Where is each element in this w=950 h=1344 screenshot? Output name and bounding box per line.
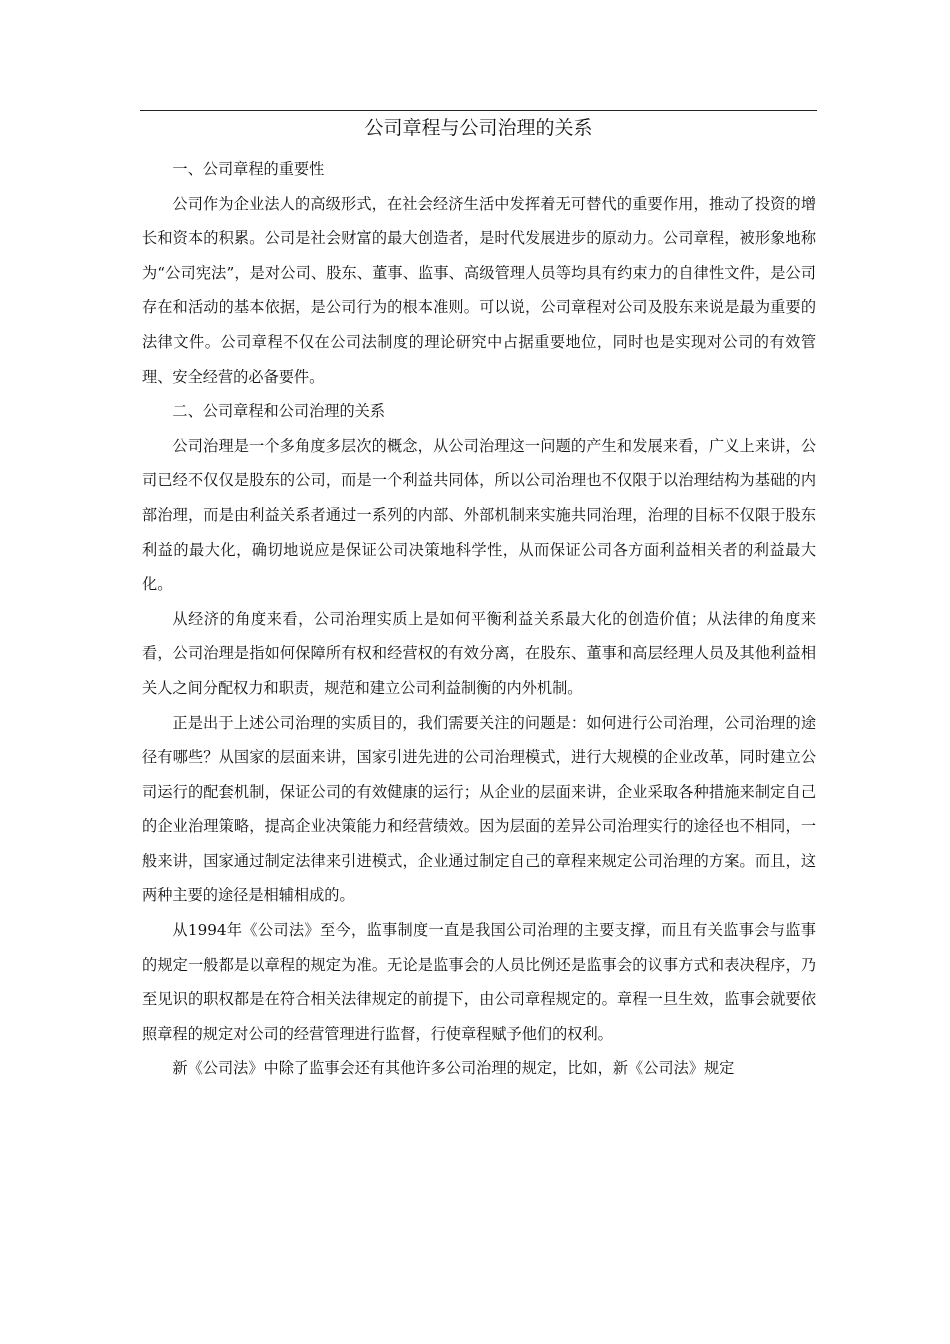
document-title: 公司章程与公司治理的关系 [364, 117, 593, 139]
paragraph: 从1994年《公司法》至今，监事制度一直是我国公司治理的主要支撑，而且有关监事会与监事的规定一般都是以章程的规定为准。无论是监事会的人员比例还是监事会的议事方式和表决程序，乃至见识的职权都是在符合相关法律规定的前提下，由公司章程规定的。章程一旦生效，监事会就要依照章程的规定对公司的经营管理进行监督，行使章程赋予他们的权利。 [142, 921, 816, 1043]
section-heading-importance: 一、公司章程的重要性 [172, 160, 325, 178]
paragraph: 公司治理是一个多角度多层次的概念，从公司治理这一问题的产生和发展来看，广义上来讲，公司已经不仅仅是股东的公司，而是一个利益共同体，所以公司治理也不仅限于以治理结构为基础的内部治理，而是由利益关系者通过一系列的内部、外部机制来实施共同治理，治理的目标不仅限于股东利益的最大化，确切地说应是保证公司决策地科学性，从而保证公司各方面利益相关者的利益最大化。 [142, 436, 816, 594]
header-rule [140, 110, 817, 111]
paragraph: 正是出于上述公司治理的实质目的，我们需要关注的问题是：如何进行公司治理，公司治理的途径有哪些？从国家的层面来讲，国家引进先进的公司治理模式，进行大规模的企业改革，同时建立公司运行的配套机制，保证公司的有效健康的运行；从企业的层面来讲，企业采取各种措施来制定自己的企业治理策略，提高企业决策能力和经营绩效。因为层面的差异公司治理实行的途径也不相同，一般来讲，国家通过制定法律来引进模式，企业通过制定自己的章程来规定公司治理的方案。而且，这两种主要的途径是相辅相成的。 [142, 713, 816, 905]
paragraph: 公司作为企业法人的高级形式，在社会经济生活中发挥着无可替代的重要作用，推动了投资的增长和资本的积累。公司是社会财富的最大创造者，是时代发展进步的原动力。公司章程，被形象地称为“公司宪法”，是对公司、股东、董事、监事、高级管理人员等均具有约束力的自律性文件，是公司存在和活动的基本依据，是公司行为的根本准则。可以说，公司章程对公司及股东来说是最为重要的法律文件。公司章程不仅在公司法制度的理论研究中占据重要地位，同时也是实现对公司的有效管理、安全经营的必备要件。 [142, 194, 816, 386]
section-heading-relationship: 二、公司章程和公司治理的关系 [172, 402, 386, 421]
paragraph: 新《公司法》中除了监事会还有其他许多公司治理的规定，比如，新《公司法》规定 [172, 1059, 735, 1078]
paragraph: 从经济的角度来看，公司治理实质上是如何平衡利益关系最大化的创造价值；从法律的角度来看，公司治理是指如何保障所有权和经营权的有效分离，在股东、董事和高层经理人员及其他利益相关人之间分配权力和职责，规范和建立公司利益制衡的内外机制。 [142, 609, 816, 697]
document-body [142, 152, 816, 1086]
